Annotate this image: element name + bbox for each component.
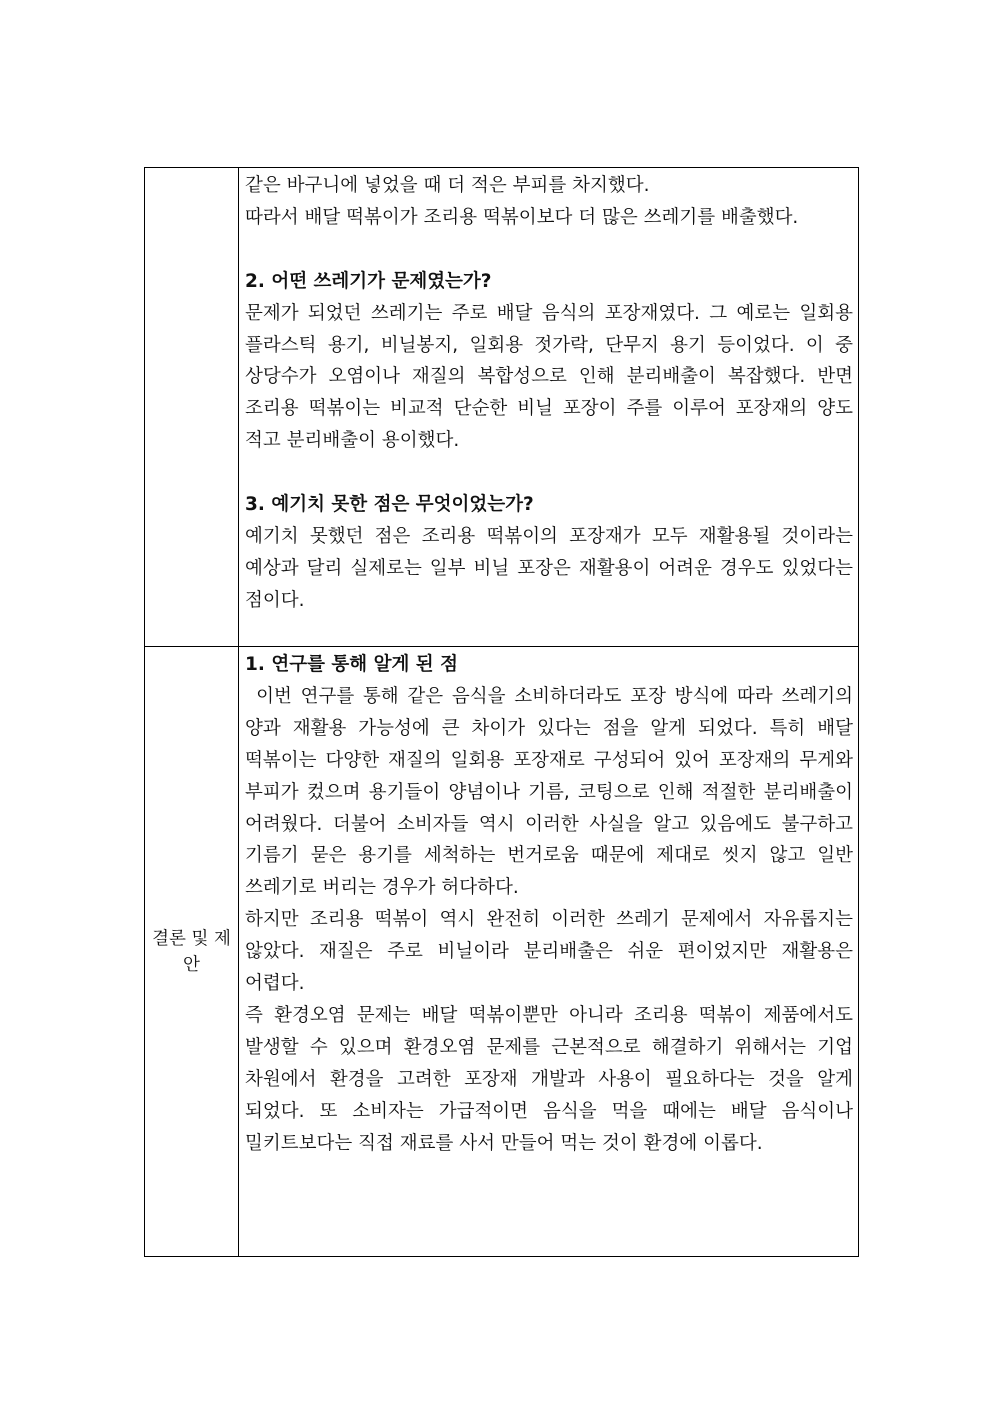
table-row bbox=[145, 168, 859, 647]
section-heading: 2. 어떤 쓰레기가 문제였는가? bbox=[245, 270, 492, 292]
spacer bbox=[245, 234, 853, 266]
report-table bbox=[144, 167, 859, 1257]
section-heading: 3. 예기치 못한 점은 무엇이었는가? bbox=[245, 494, 534, 516]
conclusion-content-cell bbox=[239, 647, 859, 1257]
spacer bbox=[245, 457, 853, 489]
body-paragraph: 따라서 배달 떡볶이가 조리용 떡볶이보다 더 많은 쓰레기를 배출했다. bbox=[245, 206, 799, 228]
body-paragraph: 문제가 되었던 쓰레기는 주로 배달 음식의 포장재였다. 그 예로는 일회용 플라스틱 용기, 비닐봉지, 일회용 젓가락, 단무지 용기 등이었다. 이 중 상당수가 오염이나 재질의 복합성으로 인해 분리배출이 복잡했다. 반면 조리용 떡볶이는 비교적 단순한 비닐 포장이 주를 이루어 포장재의 양도 적고 분리배출이 용이했다. bbox=[245, 302, 853, 452]
body-paragraph: 예기치 못했던 점은 조리용 떡볶이의 포장재가 모두 재활용될 것이라는 예상과 달리 실제로는 일부 비닐 포장은 재활용이 어려운 경우도 있었다는 점이다. bbox=[245, 525, 853, 611]
results-content-cell bbox=[239, 168, 859, 647]
section-heading: 1. 연구를 통해 알게 된 점 bbox=[245, 654, 458, 675]
body-paragraph: 즉 환경오염 문제는 배달 떡볶이뿐만 아니라 조리용 떡볶이 제품에서도 발생할 수 있으며 환경오염 문제를 근본적으로 해결하기 위해서는 기업 차원에서 환경을 고려한 포장재 개발과 사용이 필요하다는 것을 알게 되었다. 또 소비자는 가급적이면 음식을 먹을 때에는 배달 음식이나 밀키트보다는 직접 재료를 사서 만들어 먹는 것이 환경에 이롭다. bbox=[245, 1004, 853, 1154]
row-label-conclusion: 결론 및 제안 bbox=[145, 647, 239, 1257]
body-paragraph: 하지만 조리용 떡볶이 역시 완전히 이러한 쓰레기 문제에서 자유롭지는 않았다. 재질은 주로 비닐이라 분리배출은 쉬운 편이었지만 재활용은 어렵다. bbox=[245, 909, 853, 995]
body-paragraph: 같은 바구니에 넣었을 때 더 적은 부피를 차지했다. bbox=[245, 175, 650, 196]
table-row bbox=[145, 647, 859, 1257]
row-label-empty bbox=[145, 168, 239, 647]
body-paragraph: 이번 연구를 통해 같은 음식을 소비하더라도 포장 방식에 따라 쓰레기의 양과 재활용 가능성에 큰 차이가 있다는 점을 알게 되었다. 특히 배달 떡볶이는 다양한 재질의 일회용 포장재로 구성되어 있어 포장재의 무게와 부피가 컸으며 용기들이 양념이나 기름, 코팅으로 인해 적절한 분리배출이 어려웠다. 더불어 소비자들 역시 이러한 사실을 알고 있음에도 불구하고 기름기 묻은 용기를 세척하는 번거로움 때문에 제대로 씻지 않고 일반 쓰레기로 버리는 경우가 허다하다. bbox=[245, 685, 853, 899]
